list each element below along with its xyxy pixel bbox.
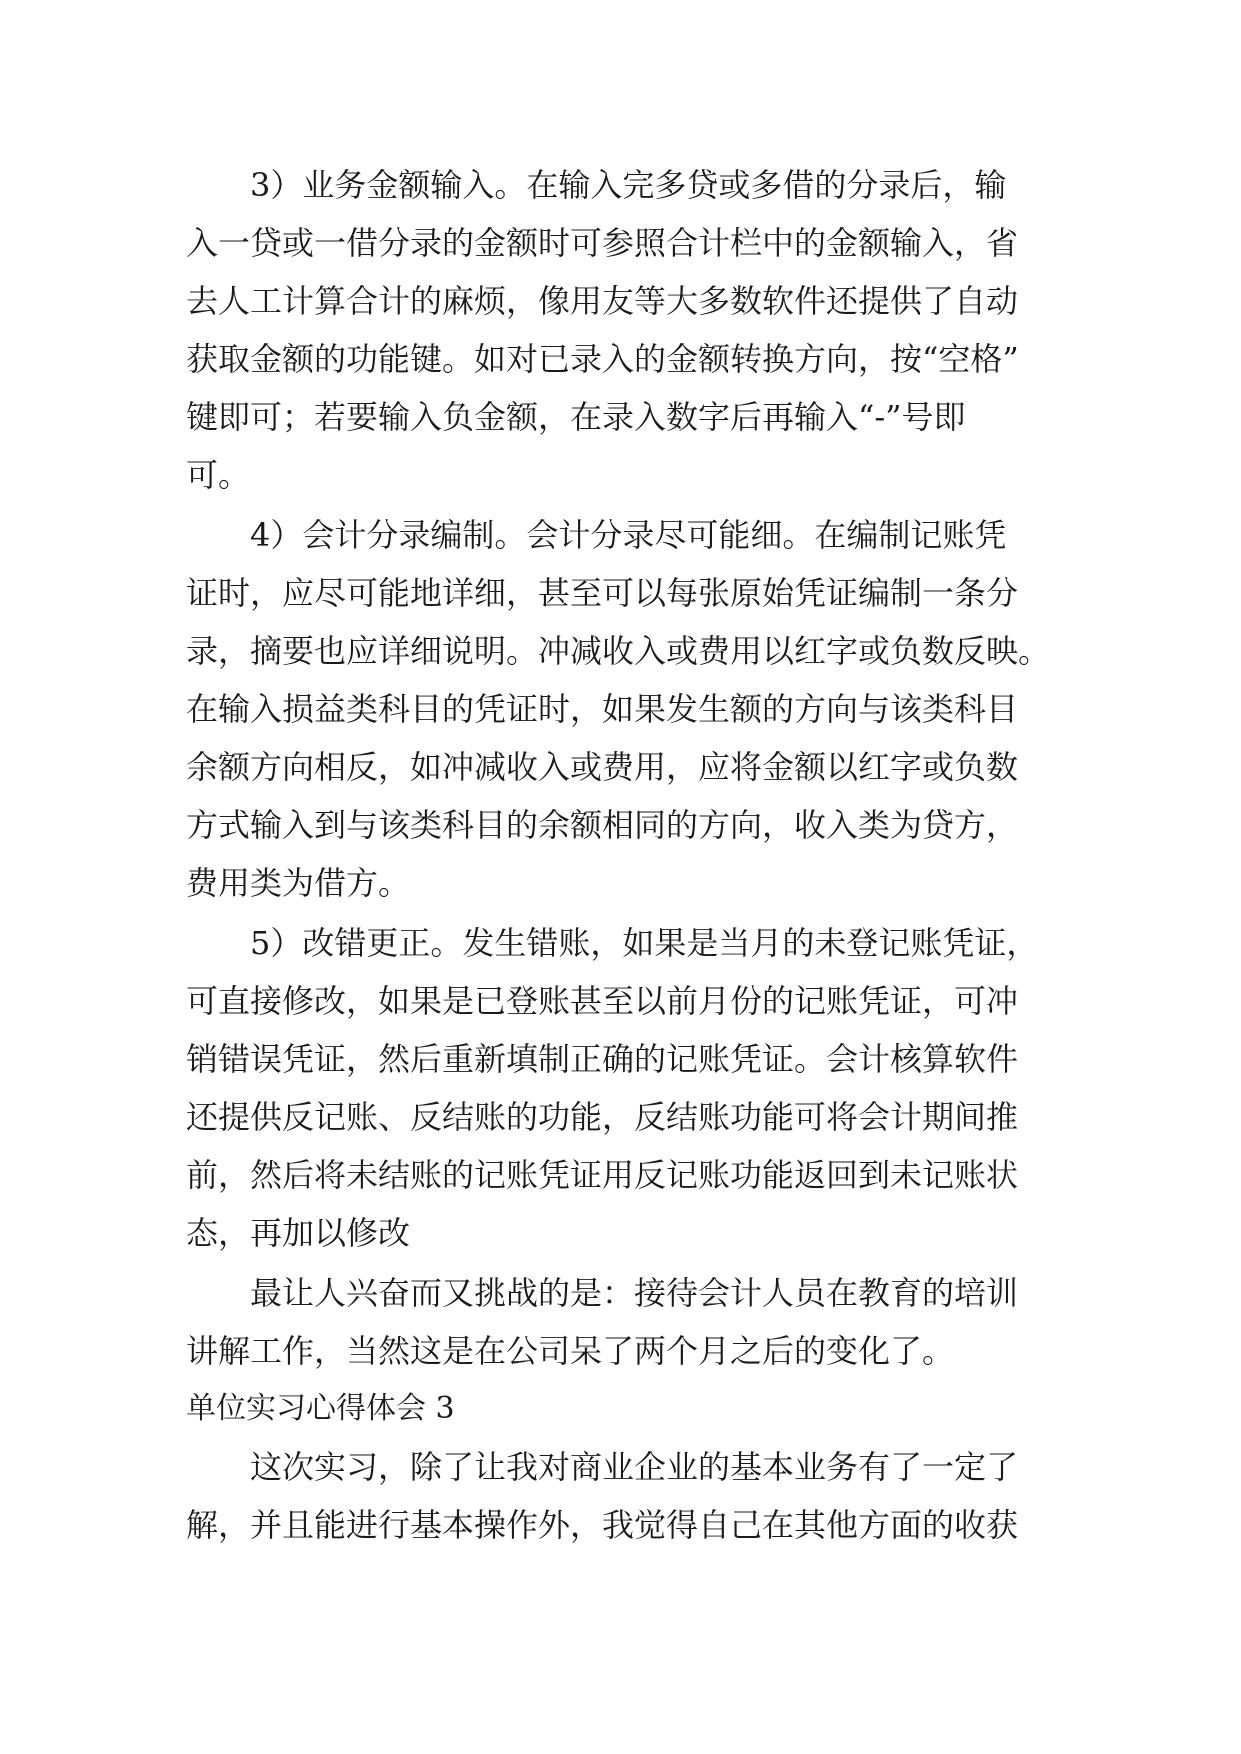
- text-line: 可直接修改，如果是已登账甚至以前月份的记账凭证，可冲: [186, 982, 1019, 1020]
- text-line: 这次实习，除了让我对商业企业的基本业务有了一定了: [250, 1448, 1019, 1486]
- text-line: 获取金额的功能键。如对已录入的金额转换方向，按“空格”: [186, 340, 1019, 378]
- text-line: 入一贷或一借分录的金额时可参照合计栏中的金额输入，省: [186, 224, 1019, 262]
- text-line: 解，并且能进行基本操作外，我觉得自己在其他方面的收获: [186, 1506, 1019, 1544]
- text-line: 去人工计算合计的麻烦，像用友等大多数软件还提供了自动: [186, 282, 1019, 320]
- text-line: 费用类为借方。: [186, 864, 411, 902]
- text-line: 余额方向相反，如冲减收入或费用，应将金额以红字或负数: [186, 748, 1019, 786]
- text-line: 录，摘要也应详细说明。冲减收入或费用以红字或负数反映。: [186, 632, 1051, 670]
- text-line: 证时，应尽可能地详细，甚至可以每张原始凭证编制一条分: [186, 574, 1019, 612]
- text-line: 方式输入到与该类科目的余额相同的方向，收入类为贷方，: [186, 806, 1019, 844]
- text-line: 销错误凭证，然后重新填制正确的记账凭证。会计核算软件: [186, 1040, 1019, 1078]
- section-heading: 单位实习心得体会 3: [186, 1391, 455, 1426]
- text-line: 态，再加以修改: [186, 1214, 411, 1252]
- text-line: 最让人兴奋而又挑战的是：接待会计人员在教育的培训: [250, 1274, 1019, 1312]
- text-line: 可。: [186, 456, 251, 494]
- text-line: 前，然后将未结账的记账凭证用反记账功能返回到未记账状: [186, 1156, 1019, 1194]
- text-line: 还提供反记账、反结账的功能，反结账功能可将会计期间推: [186, 1098, 1019, 1136]
- text-line: 讲解工作，当然这是在公司呆了两个月之后的变化了。: [186, 1332, 955, 1370]
- text-line: 5）改错更正。发生错账，如果是当月的未登记账凭证，: [250, 924, 1039, 962]
- text-line: 3）业务金额输入。在输入完多贷或多借的分录后，输: [250, 166, 1007, 204]
- text-line: 4）会计分录编制。会计分录尽可能细。在编制记账凭: [250, 516, 1007, 554]
- text-line: 键即可；若要输入负金额，在录入数字后再输入“-”号即: [186, 398, 966, 436]
- text-line: 在输入损益类科目的凭证时，如果发生额的方向与该类科目: [186, 690, 1019, 728]
